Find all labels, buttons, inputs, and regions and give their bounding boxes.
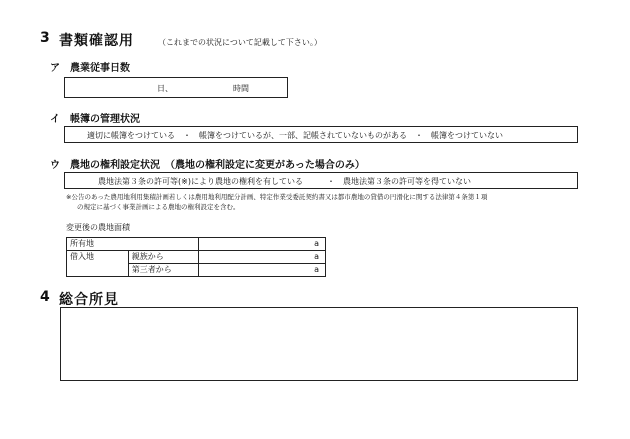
section-3-title: 書類確認用 (59, 33, 134, 49)
area-table-title: 変更後の農地面積 (66, 223, 130, 232)
leased-land-label: 借入地 (67, 251, 129, 277)
section-4-title: 総合所見 (59, 292, 119, 308)
from-relatives-label: 親族から (128, 251, 198, 264)
from-third-party-value[interactable]: a (198, 264, 325, 277)
section-3-number: 3 (40, 30, 50, 46)
owned-land-label: 所有地 (67, 238, 199, 251)
hours-unit-label: 時間 (233, 84, 249, 93)
from-relatives-value[interactable]: a (198, 251, 325, 264)
overall-findings-box[interactable] (60, 307, 578, 381)
table-row (67, 238, 326, 251)
from-third-party-label: 第三者から (128, 264, 198, 277)
table-row (67, 251, 326, 264)
bookkeeping-heading: イ 帳簿の管理状況 (50, 114, 140, 125)
days-unit-label: 日、 (157, 84, 173, 93)
section-4-number: 4 (40, 289, 50, 305)
farming-days-box[interactable] (64, 77, 288, 98)
footnote-line-2: の規定に基づく事業計画による農地の権利設定を含む。 (77, 203, 240, 211)
bookkeeping-options: 適切に帳簿をつけている ・ 帳簿をつけているが、一部、記帳されていないものがある ・ 帳簿をつけていない (87, 131, 503, 140)
bookkeeping-options-box[interactable] (64, 126, 578, 143)
section-3-note: （これまでの状況について記載して下さい。） (158, 38, 322, 47)
farming-days-heading: ア 農業従事日数 (50, 63, 130, 74)
owned-land-value[interactable]: a (198, 238, 325, 251)
land-rights-heading: ウ 農地の権利設定状況 （農地の権利設定に変更があった場合のみ） (50, 160, 365, 171)
footnote-line-1: ※公告のあった農用地利用集積計画若しくは農用地利用配分計画、特定作業受委託契約書又は都市農地の貸借の円滑化に関する法律第４条第１項 (66, 193, 488, 201)
land-rights-options-box[interactable] (64, 172, 578, 189)
land-rights-options: 農地法第３条の許可等(※)により農地の権利を有している ・ 農地法第３条の許可等を得ていない (98, 177, 471, 186)
farmland-area-table (66, 237, 326, 277)
